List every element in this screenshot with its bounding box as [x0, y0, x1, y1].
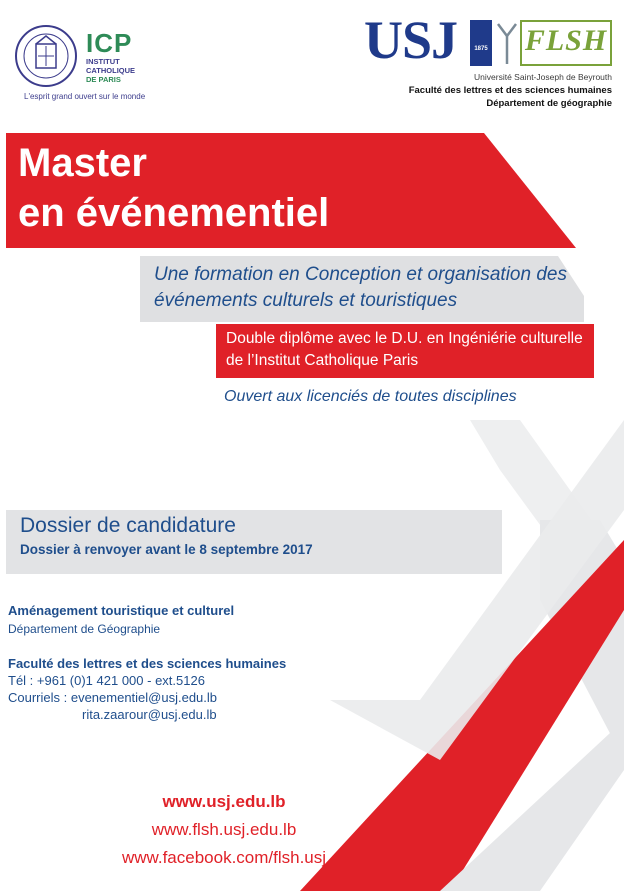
department-name: Département de Géographie [8, 622, 161, 636]
icp-full-name [86, 57, 135, 84]
faculty-name: Faculté des lettres et des sciences humaines [8, 656, 287, 671]
usj-department-name: Département de géographie [486, 98, 612, 109]
admission-note: Ouvert aux licenciés de toutes disciplines [224, 388, 517, 405]
title-line1: Master [18, 141, 147, 185]
email-primary[interactable]: Courriels : evenementiel@usj.edu.lb [8, 690, 218, 705]
facebook-link[interactable]: www.facebook.com/flsh.usj [121, 848, 327, 867]
dossier-title: Dossier de candidature [20, 514, 236, 537]
usj-year-box [470, 20, 492, 66]
icp-tagline: L'esprit grand ouvert sur le monde [24, 92, 146, 101]
flsh-wordmark: FLSH [524, 24, 608, 57]
icp-name: ICP [86, 28, 133, 58]
usj-wordmark: USJ [364, 10, 458, 70]
icp-line1: INSTITUT [86, 57, 120, 66]
page-title [18, 138, 329, 238]
dossier-deadline: Dossier à renvoyer avant le 8 septembre 2017 [20, 542, 313, 557]
double-degree-text: Double diplôme avec le D.U. en Ingéniérie culturelle de l’Institut Catholique Paris [226, 330, 583, 369]
usj-website-link[interactable]: www.usj.edu.lb [162, 792, 286, 811]
flsh-website-link[interactable]: www.flsh.usj.edu.lb [151, 820, 297, 839]
icp-line2: CATHOLIQUE [86, 66, 136, 75]
icp-line3: DE PARIS [86, 75, 121, 84]
usj-faculty-name: Faculté des lettres et des sciences humaines [408, 85, 612, 96]
program-subtitle: Une formation en Conception et organisation des événements culturels et touristiques [154, 264, 567, 311]
icp-seal-icon [14, 24, 78, 88]
program-name: Aménagement touristique et culturel [8, 603, 235, 618]
title-line2: en événementiel [18, 191, 330, 235]
phone-number: Tél : +961 (0)1 421 000 - ext.5126 [8, 673, 205, 688]
email-secondary[interactable]: rita.zaarour@usj.edu.lb [82, 707, 217, 722]
usj-emblem-icon [496, 20, 518, 66]
usj-year: 1875 [474, 46, 488, 52]
usj-university-name: Université Saint-Joseph de Beyrouth [474, 72, 612, 82]
